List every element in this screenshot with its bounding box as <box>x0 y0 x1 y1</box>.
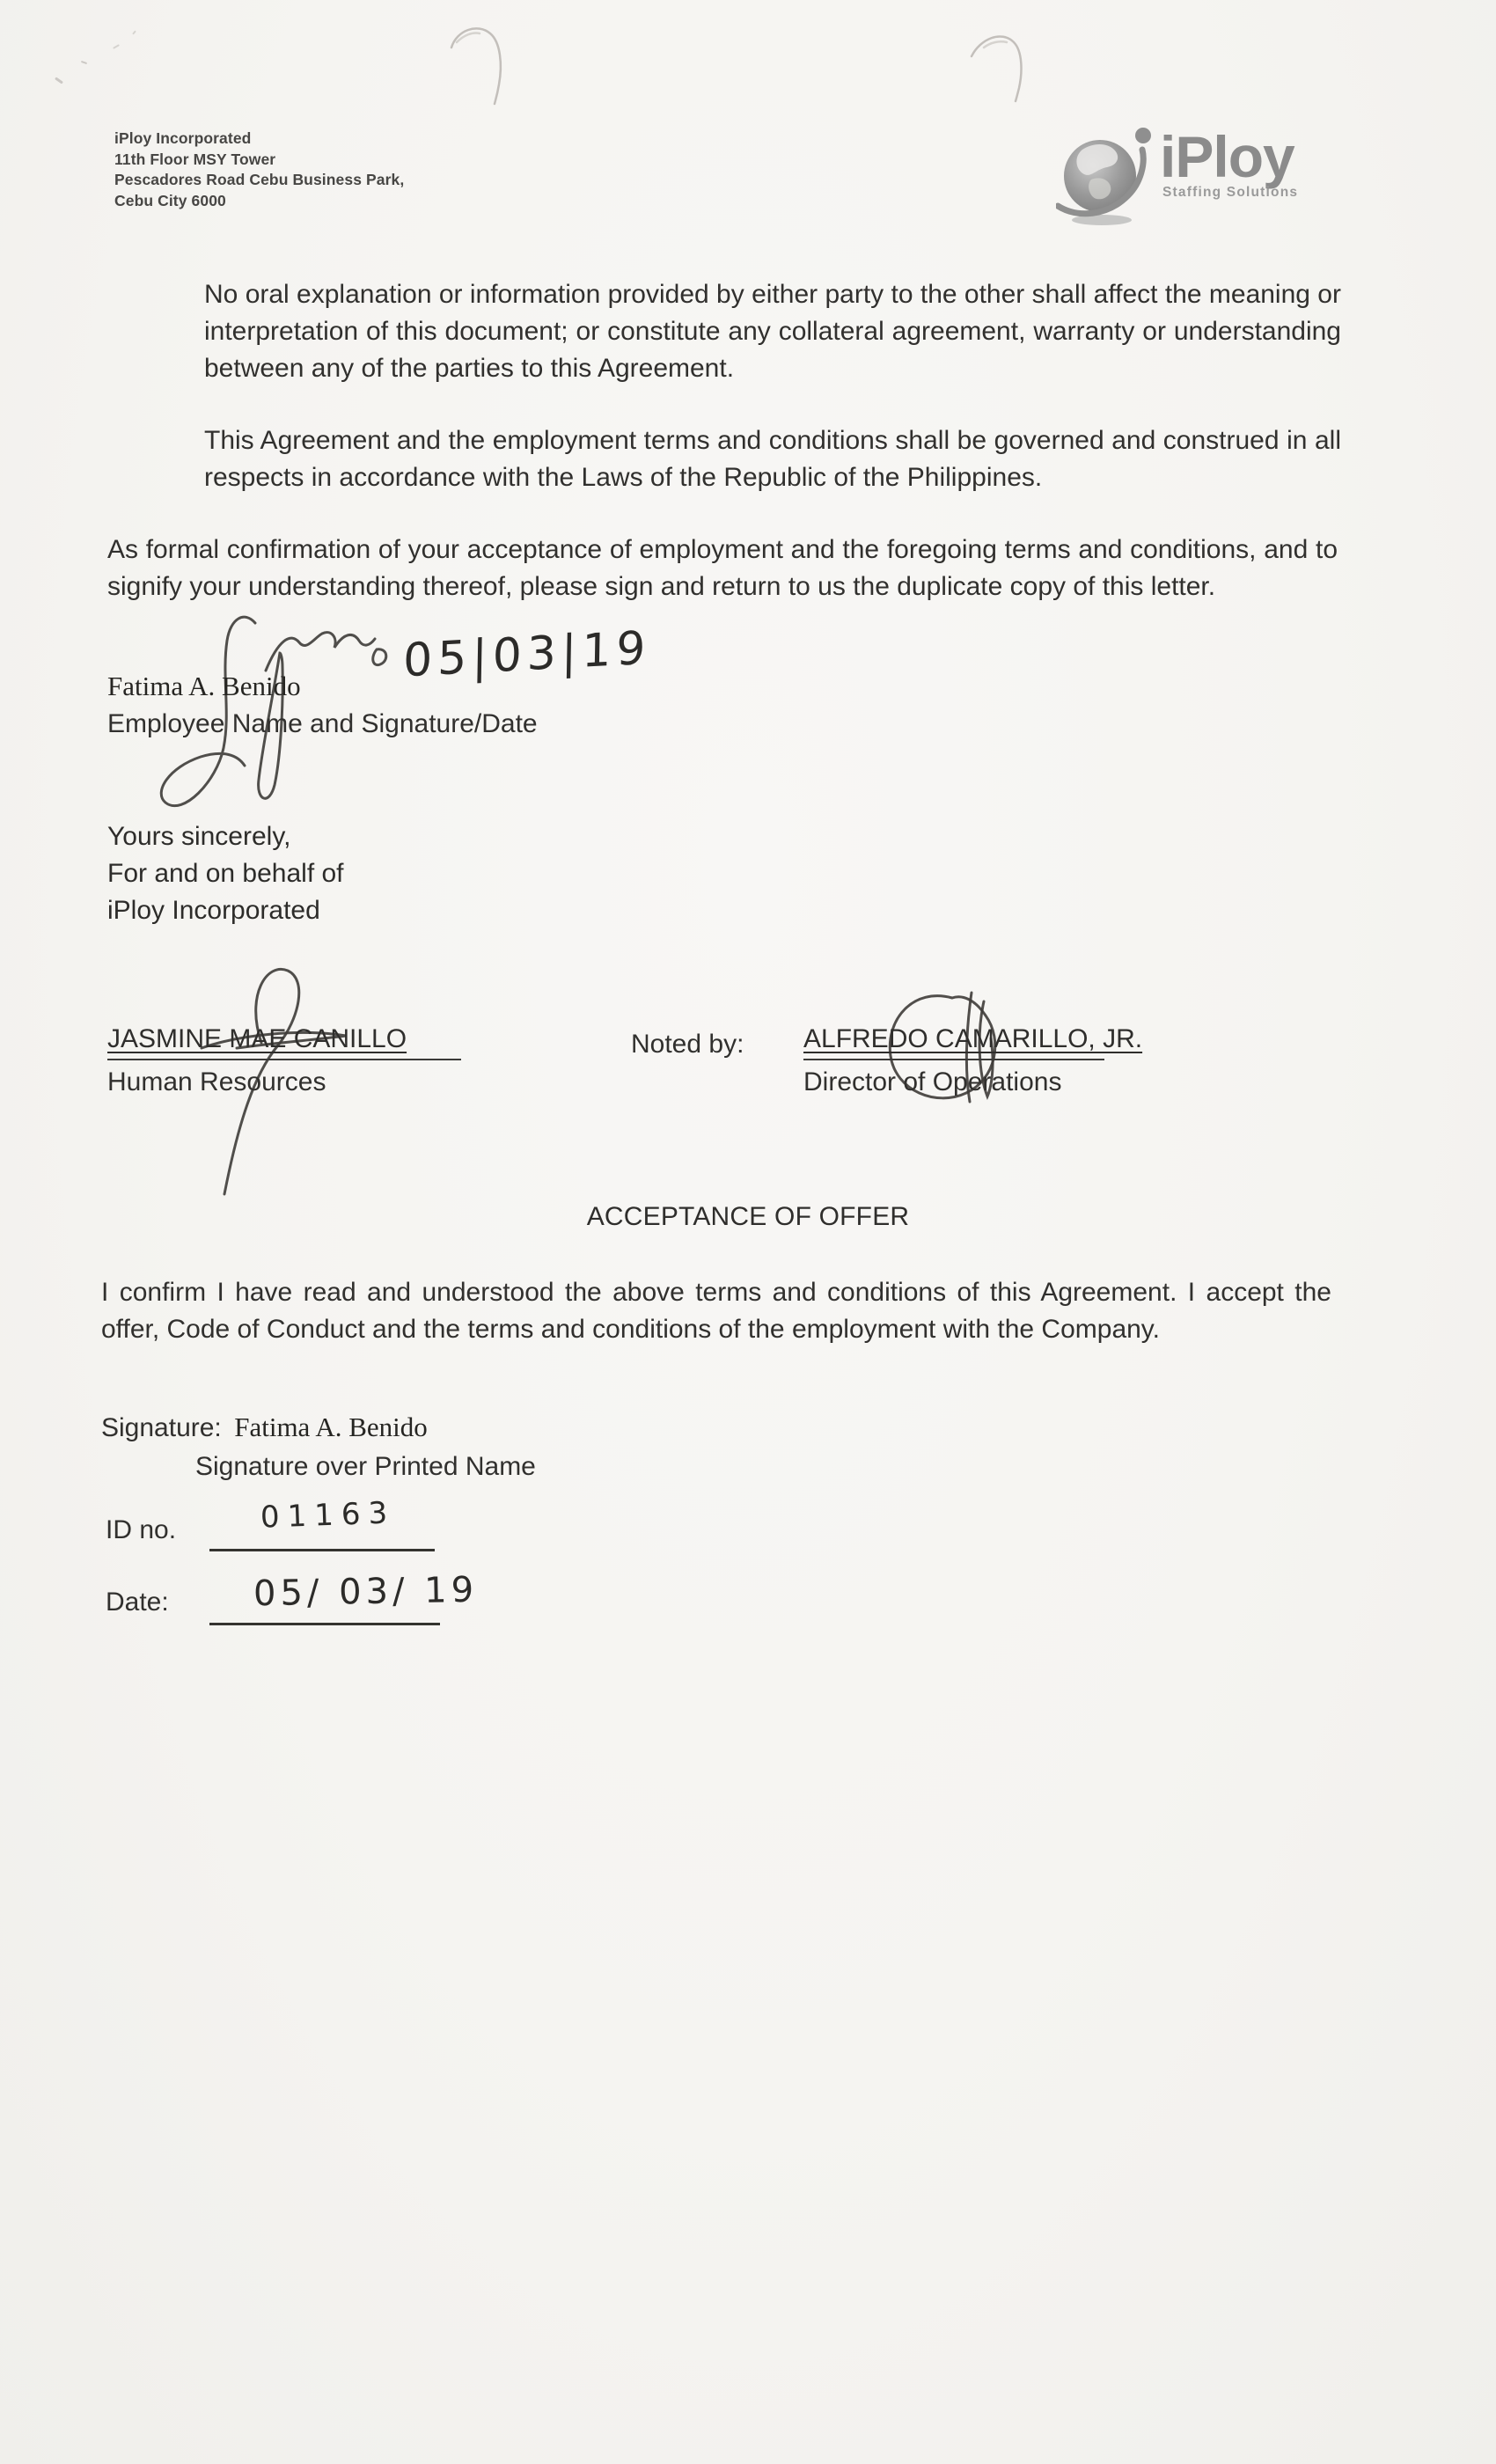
acceptance-paragraph: I confirm I have read and understood the above terms and conditions of this Agreement. I accept the offer, Code of Conduct and the terms and conditions of the employment with the Company. <box>101 1278 1331 1344</box>
acceptance-signature-caption: Signature over Printed Name <box>195 1452 536 1481</box>
employee-signature-caption: Employee Name and Signature/Date <box>107 709 538 738</box>
date-handwritten-value: 05/ 03/ 19 <box>253 1569 479 1615</box>
pencil-speck <box>113 44 120 49</box>
logo-wordmark: iPloy <box>1160 124 1294 189</box>
paragraph-governing-law: This Agreement and the employment terms and conditions shall be governed and construed in all respects in accordance with the Laws of the Republic of the Philippines. <box>204 426 1341 492</box>
id-handwritten-value: 01163 <box>260 1495 396 1536</box>
noted-by-label: Noted by: <box>631 1030 744 1059</box>
pencil-speck <box>81 61 87 64</box>
acceptance-heading: ACCEPTANCE OF OFFER <box>586 1202 910 1231</box>
pencil-speck <box>132 30 136 34</box>
employee-handwritten-date: 05|03|19 <box>402 621 651 688</box>
hr-signatory-name: JASMINE MAE CANILLO <box>107 1024 407 1053</box>
pencil-speck <box>55 77 63 84</box>
employee-printed-name: Fatima A. Benido <box>107 671 301 701</box>
address-line: 11th Floor MSY Tower <box>114 150 276 168</box>
id-label: ID no. <box>106 1515 177 1544</box>
closing-line: Yours sincerely, <box>107 822 291 851</box>
id-answer-line <box>209 1549 435 1551</box>
closing-line: For and on behalf of <box>107 859 344 888</box>
globe-swoosh-icon <box>1056 121 1155 229</box>
scan-curl-artifact-right <box>966 18 1045 106</box>
paragraph-oral-explanation: No oral explanation or information provided by either party to the other shall affect the meaning or interpretation of this document; or constitute any collateral agreement, warranty or understanding between any of the parties to this Agreement. <box>204 280 1341 383</box>
closing-line: iPloy Incorporated <box>107 896 320 925</box>
director-signatory-line <box>803 1024 1143 1060</box>
acceptance-signature-row <box>101 1412 428 1443</box>
address-line: Pescadores Road Cebu Business Park, <box>114 171 405 188</box>
hr-signatory-line <box>107 1024 461 1060</box>
scan-curl-artifact-left <box>444 11 524 107</box>
logo-tagline: Staffing Solutions <box>1162 185 1299 200</box>
director-signatory-title: Director of Operations <box>803 1067 1062 1096</box>
closing-block <box>107 818 344 929</box>
paragraph-formal-confirmation: As formal confirmation of your acceptance of employment and the foregoing terms and conditions, and to signify your understanding thereof, please sign and return to us the duplicate copy of this letter. <box>107 535 1338 601</box>
date-answer-line <box>209 1623 440 1625</box>
director-signatory-name: ALFREDO CAMARILLO, JR. <box>803 1024 1143 1053</box>
hr-signatory-title: Human Resources <box>107 1067 326 1096</box>
acceptance-signature-name: Fatima A. Benido <box>234 1412 428 1442</box>
company-logo <box>1056 121 1346 231</box>
date-label: Date: <box>106 1588 169 1617</box>
address-line: iPloy Incorporated <box>114 129 252 147</box>
acceptance-signature-label: Signature: <box>101 1413 222 1442</box>
address-line: Cebu City 6000 <box>114 191 226 209</box>
employee-signature-ink <box>150 598 414 818</box>
company-address-block <box>114 128 404 211</box>
